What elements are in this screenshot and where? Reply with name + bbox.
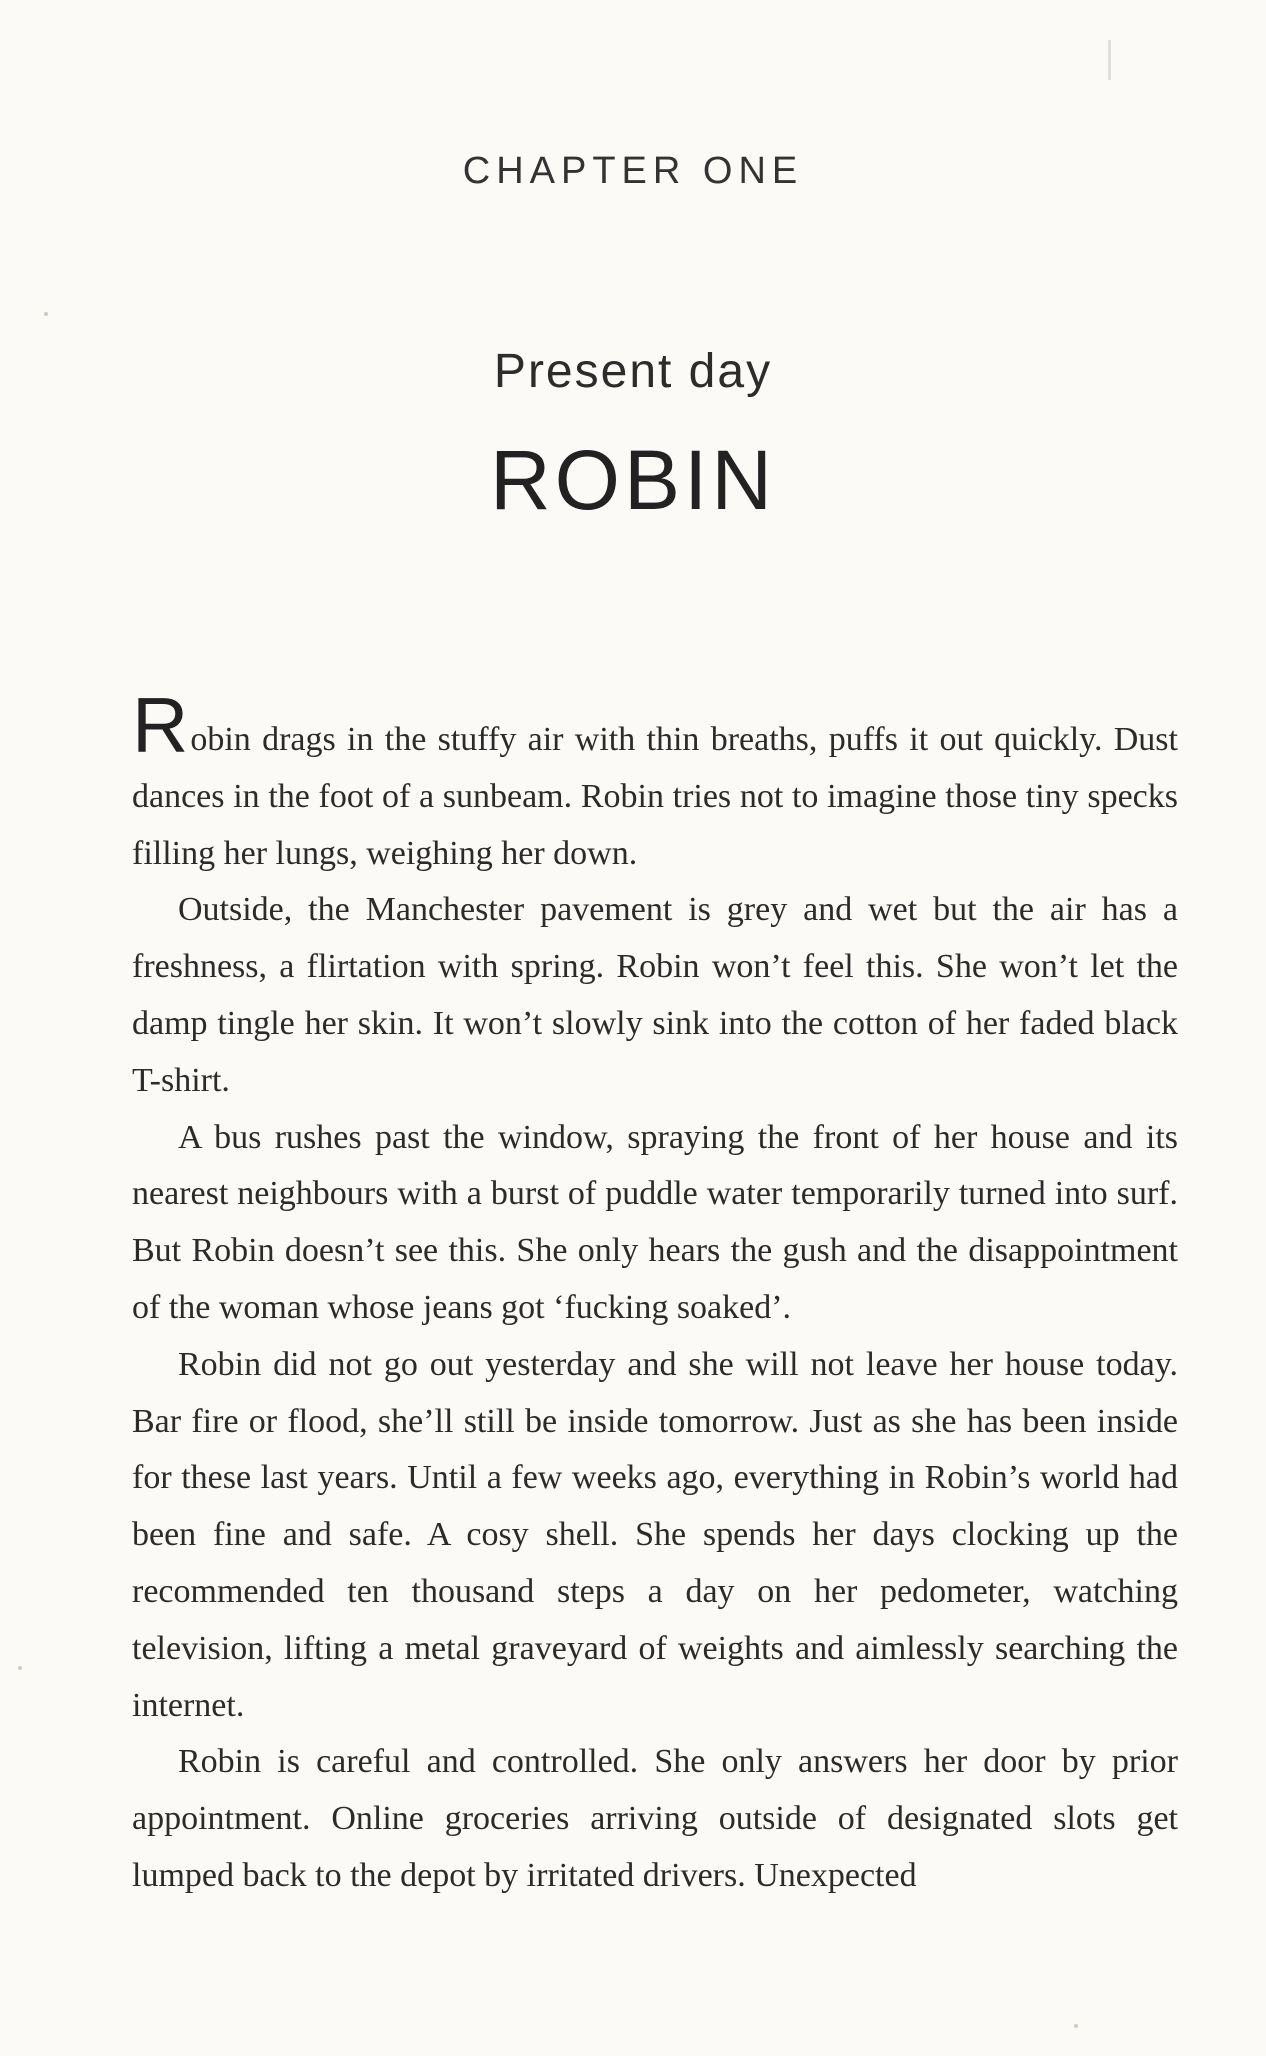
paragraph: A bus rushes past the window, spraying the front of her house and its nearest neighbours with a burst of puddle water temporarily turned into surf. But Robin doesn’t see this. She only hears the gush and the disappointment of the woman whose jeans got ‘fucking soaked’. [132,1118,1178,1326]
chapter-pov-name: ROBIN [489,433,777,527]
paragraph: Robin is careful and controlled. She only answers her door by prior appointment. Online groceries arriving outside of designated slots get lumped back to the depot by irritated drivers. Unexpected [132,1743,1178,1894]
chapter-subtitle: Present day [493,345,773,398]
scan-speck [18,1666,22,1670]
scan-speck [1074,2024,1078,2028]
chapter-body [132,681,1178,1905]
scan-speck [44,312,48,316]
paragraph: Robin did not go out yesterday and she will not leave her house today. Bar fire or flood, she’ll still be inside tomorrow. Just as she has been inside for these last years. Until a few weeks ago, everything in Robin’s world had been fine and safe. A cosy shell. She spends her days clocking up the recommended ten thousand steps a day on her pedometer, watching television, lifting a metal graveyard of weights and aimlessly searching the internet. [132,1345,1178,1724]
drop-cap: R [132,681,189,769]
gutter-shadow [1108,40,1111,80]
paragraph-text: obin drags in the stuffy air with thin breaths, puffs it out quickly. Dust dances in the foot of a sunbeam. Robin tries not to imagine those tiny specks filling her lungs, weighing her down. [132,721,1178,872]
paragraph: Outside, the Manchester pavement is grey and wet but the air has a freshness, a flirtation with spring. Robin won’t feel this. She won’t let the damp tingle her skin. It won’t slowly sink into the cotton of her faded black T-shirt. [132,891,1178,1099]
chapter-label: CHAPTER ONE [462,150,804,192]
paragraph [132,681,1178,882]
